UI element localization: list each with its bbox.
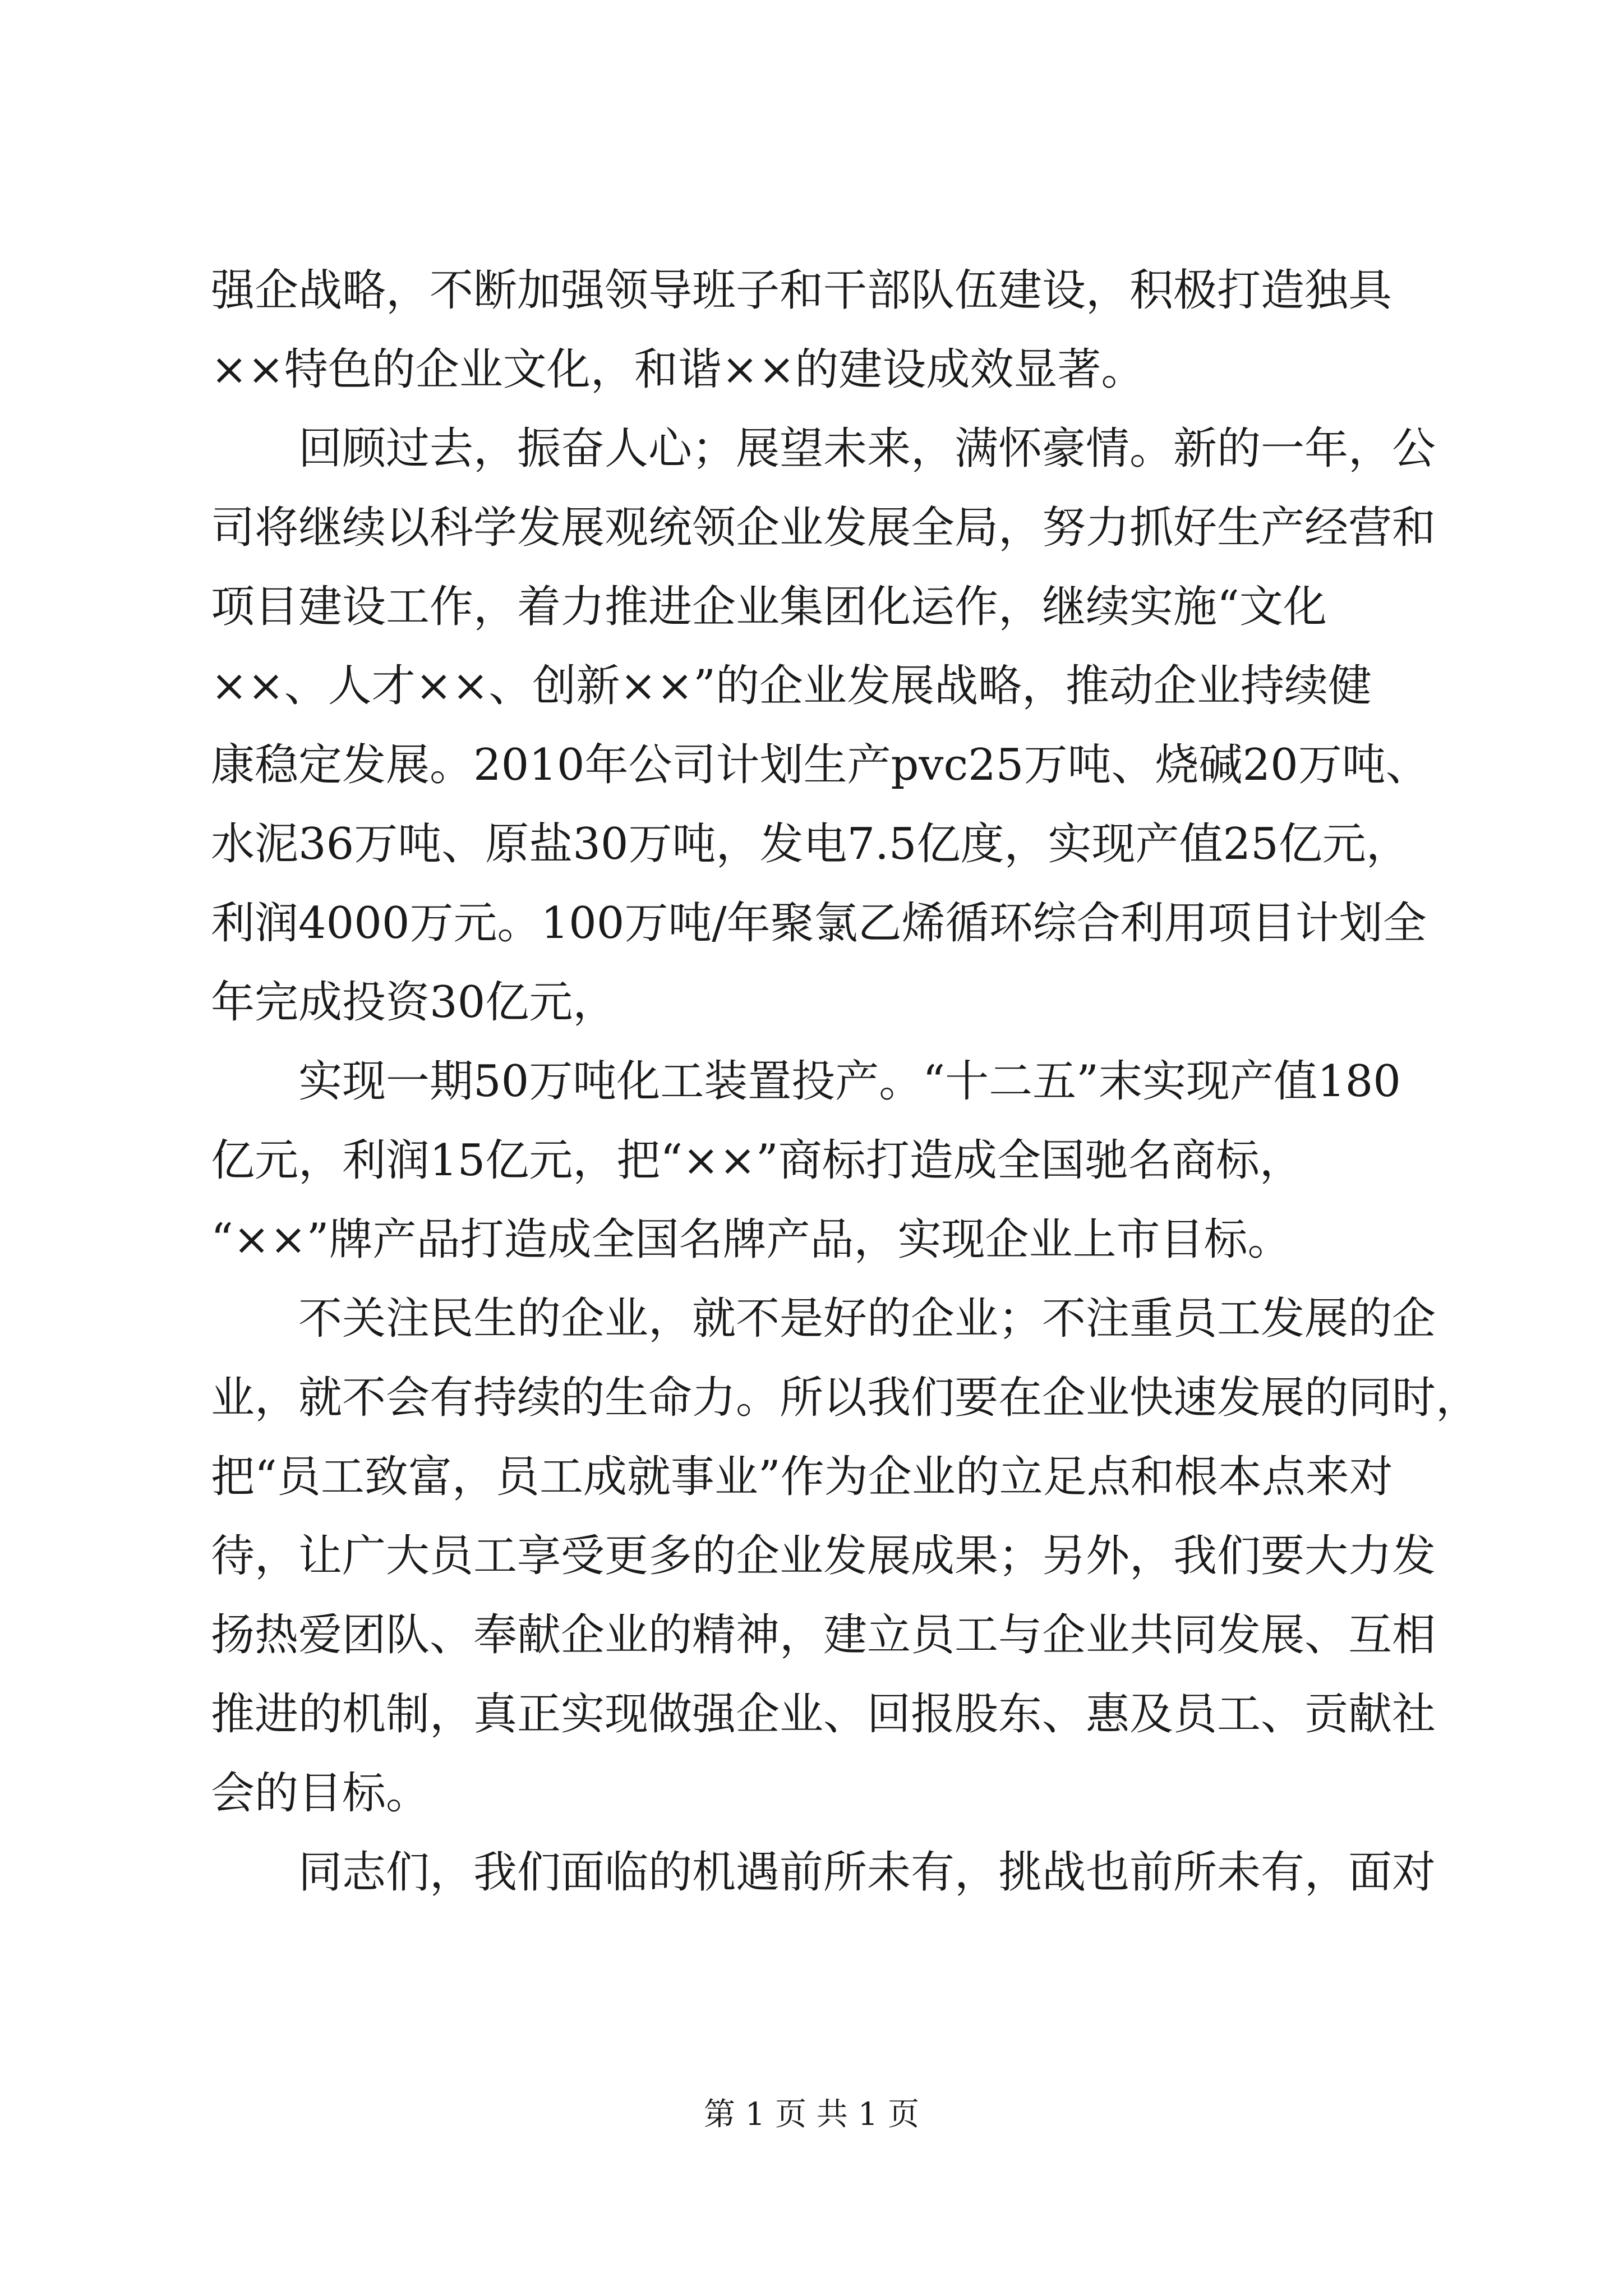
text-line: “××”牌产品打造成全国名牌产品，实现企业上市目标。 — [211, 1214, 1292, 1265]
text-line: 把“员工致富，员工成就事业”作为企业的立足点和根本点来对 — [211, 1452, 1393, 1502]
text-line: 强企战略，不断加强领导班子和干部队伍建设，积极打造独具 — [211, 265, 1393, 316]
text-line: 待，让广大员工享受更多的企业发展成果；另外，我们要大力发 — [211, 1531, 1436, 1581]
paragraph-first-line: 不关注民生的企业，就不是好的企业；不注重员工发展的企 — [298, 1294, 1436, 1344]
text-line: 司将继续以科学发展观统领企业发展全局，努力抓好生产经营和 — [211, 503, 1436, 553]
text-line: ××、人才××、创新××”的企业发展战略，推动企业持续健 — [211, 661, 1372, 711]
text-line: 亿元，利润15亿元，把“××”商标打造成全国驰名商标， — [211, 1135, 1303, 1186]
text-line: 业，就不会有持续的生命力。所以我们要在企业快速发展的同时， — [211, 1373, 1480, 1423]
paragraph-first-line: 回顾过去，振奋人心；展望未来，满怀豪情。新的一年，公 — [298, 424, 1436, 474]
text-line: ××特色的企业文化，和谐××的建设成效显著。 — [211, 344, 1145, 395]
page-number-footer: 第 1 页 共 1 页 — [703, 2096, 920, 2133]
text-line: 扬热爱团队、奉献企业的精神，建立员工与企业共同发展、互相 — [211, 1610, 1436, 1660]
paragraph-first-line: 实现一期50万吨化工装置投产。“十二五”末实现产值180 — [298, 1056, 1401, 1107]
text-line: 利润4000万元。100万吨/年聚氯乙烯循环综合利用项目计划全 — [211, 898, 1427, 949]
text-line: 康稳定发展。2010年公司计划生产pvc25万吨、烧碱20万吨、 — [211, 740, 1430, 790]
text-line: 项目建设工作，着力推进企业集团化运作，继续实施“文化 — [211, 582, 1327, 632]
text-line: 会的目标。 — [211, 1768, 430, 1819]
paragraph-first-line: 同志们，我们面临的机遇前所未有，挑战也前所未有，面对 — [298, 1847, 1436, 1898]
text-line: 推进的机制，真正实现做强企业、回报股东、惠及员工、贡献社 — [211, 1689, 1436, 1740]
text-line: 水泥36万吨、原盐30万吨，发电7.5亿度，实现产值25亿元， — [211, 819, 1410, 869]
text-line: 年完成投资30亿元， — [211, 977, 617, 1028]
